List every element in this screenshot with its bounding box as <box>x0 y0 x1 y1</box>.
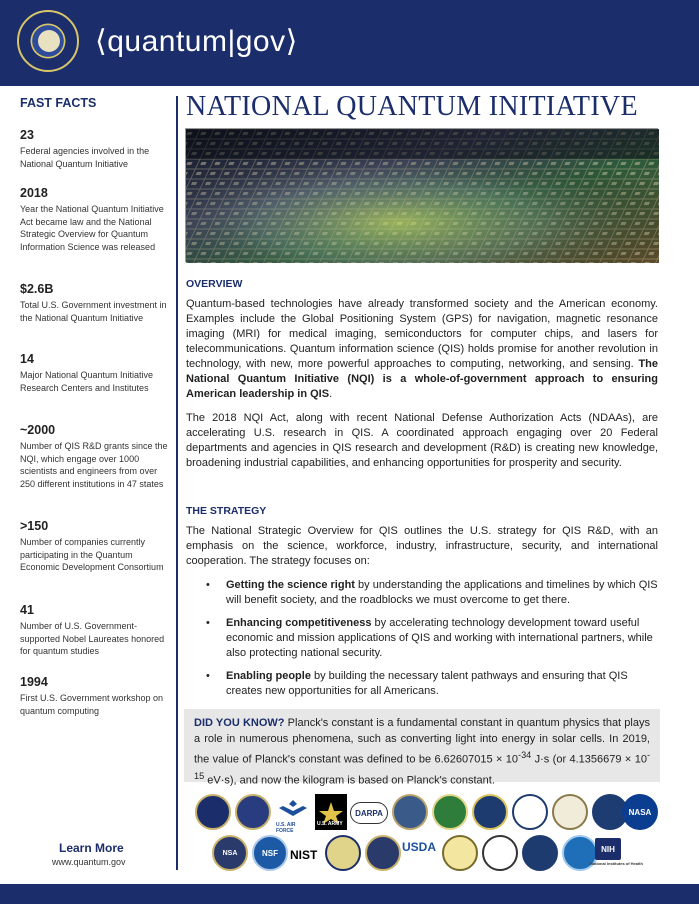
fact-description: Federal agencies involved in the National Quantum Initiative <box>20 146 150 169</box>
strategy-paragraph: The National Strategic Overview for QIS outlines the U.S. strategy for QIS R&D, with an emphasis on the science, workforce, industry, infrastructure, security, and international cooperation. The strategy focuses on: <box>186 525 658 567</box>
dod-seal-icon <box>392 794 428 830</box>
quantum-coordination-office-seal-icon <box>17 10 79 72</box>
strategy-heading: THE STRATEGY <box>186 505 267 517</box>
fact-value: 41 <box>20 603 34 617</box>
fact-value: 1994 <box>20 675 48 689</box>
list-item <box>206 669 658 699</box>
overview-heading: OVERVIEW <box>186 278 243 290</box>
fact-description: Number of U.S. Government-supported Nobel Laureates honored for quantum studies <box>20 621 165 656</box>
army-label: U.S. ARMY <box>317 821 343 827</box>
navy-seal-icon <box>325 835 361 871</box>
fact-value: $2.6B <box>20 282 54 296</box>
strategy-bullet-list <box>206 578 658 707</box>
page-header <box>0 0 699 86</box>
bullet-icon: • <box>206 670 210 682</box>
page-title: NATIONAL QUANTUM INITIATIVE <box>186 91 638 122</box>
page-footer <box>0 884 699 904</box>
fact-value: 23 <box>20 128 34 142</box>
fact-item <box>20 603 170 658</box>
bullet-lead: Enhancing competitiveness <box>226 617 372 629</box>
fact-description: Number of QIS R&D grants since the NQI, which engage over 1000 scientists and engineers from over 250 different institutions in 47 states <box>20 441 168 489</box>
fact-item <box>20 352 170 394</box>
dyk-exponent: -34 <box>518 750 532 760</box>
nasa-logo-icon: NASA <box>622 794 658 830</box>
fact-description: Number of companies currently participating in the Quantum Economic Development Consortium <box>20 537 164 572</box>
fact-description: First U.S. Government workshop on quantum computing <box>20 693 164 716</box>
justice-seal-icon <box>482 835 518 871</box>
dyk-exponent: -15 <box>194 750 650 781</box>
brand-wordmark[interactable]: ⟨quantum|gov⟩ <box>95 25 298 58</box>
learn-more-link[interactable]: Learn More <box>59 841 124 855</box>
overview-text-end: . <box>329 388 333 400</box>
fact-description: Total U.S. Government investment in the National Quantum Initiative <box>20 300 167 323</box>
darpa-logo-icon: DARPA <box>350 802 388 824</box>
did-you-know-box <box>184 709 660 787</box>
fast-facts-title: FAST FACTS <box>20 96 97 110</box>
quantum-chip-image <box>185 128 658 262</box>
bullet-text: by understanding the applications and timelines by which QIS will benefit society, and the roadblocks we must overcome to get there. <box>226 579 658 606</box>
nih-caption: National Institutes of Health <box>590 861 643 866</box>
fact-value: >150 <box>20 519 49 533</box>
agency-logos <box>190 788 660 883</box>
fbi-seal-icon <box>472 794 508 830</box>
fact-item <box>20 675 170 717</box>
list-item <box>206 578 658 608</box>
usda-logo-icon: USDA <box>402 840 437 854</box>
air-force-label: U.S. AIR FORCE <box>276 822 296 834</box>
fact-description: Year the National Quantum Initiative Act became law and the National Strategic Overview for Quantum Information Science was released <box>20 204 164 252</box>
dhs-seal-icon <box>512 794 548 830</box>
fact-value: 14 <box>20 352 34 366</box>
bullet-text: by accelerating technology development toward useful economic and mission applications of QIS and working with international partners, while also protecting national security. <box>226 617 653 659</box>
doe-seal-icon <box>432 794 468 830</box>
overview-emphasis: The National Quantum Initiative (NQI) is a whole-of-government approach to ensuring American leadership in QIS <box>186 358 658 400</box>
website-url-link[interactable]: www.quantum.gov <box>52 857 126 867</box>
overview-paragraph <box>186 297 658 402</box>
eagle-emblem-icon <box>38 30 60 52</box>
overview-text: Quantum-based technologies have already transformed society and the American economy. Examples include the Global Positioning System (GPS) for navigation, magnetic resonance imaging (MRI) for medical imaging, semiconductors for computer chips, and lasers for telecommunications. Quantum information science (QIS) holds promise for another revolution in technology, with new, more powerful approaches to computing, networking, and sensing. <box>186 298 658 370</box>
air-force-logo-icon <box>275 794 311 834</box>
odni-seal-icon <box>365 835 401 871</box>
bullet-icon: • <box>206 579 210 591</box>
fact-item <box>20 128 170 170</box>
nqi-act-paragraph: The 2018 NQI Act, along with recent National Defense Authorization Acts (NDAAs), are accelerating U.S. research in QIS. A coordinated approach engaging over 20 Federal departments and agencies in QIS research and development (R&D) is creating new knowledge, broadening industrial capabilities, and enhancing opportunities for prosperity and security. <box>186 412 658 469</box>
list-item <box>206 616 658 661</box>
dyk-text: J·s (or 4.1356679 × 10 <box>531 753 647 766</box>
bullet-lead: Enabling people <box>226 670 311 682</box>
fact-description: Major National Quantum Initiative Research Centers and Institutes <box>20 370 154 393</box>
chip-circuit-graphic <box>186 129 659 263</box>
dyk-text: eV·s), and now the kilogram is based on Planck's constant. <box>204 774 495 787</box>
sidebar-divider <box>176 96 178 870</box>
fact-item <box>20 282 170 324</box>
fact-item <box>20 423 170 490</box>
nih-seal-icon <box>442 835 478 871</box>
fact-value: 2018 <box>20 186 48 200</box>
bullet-icon: • <box>206 617 210 629</box>
nsf-logo-icon: NSF <box>252 835 288 871</box>
army-logo-icon <box>315 794 347 830</box>
nist-logo-icon: NIST <box>290 848 318 862</box>
did-you-know-label: DID YOU KNOW? <box>194 717 285 729</box>
nih-logo-icon: NIH <box>595 838 621 860</box>
nsa-seal-icon: NSA <box>212 835 248 871</box>
interior-seal-icon <box>552 794 588 830</box>
state-dept-seal-icon <box>235 794 271 830</box>
fast-facts-sidebar <box>0 86 178 884</box>
fact-value: ~2000 <box>20 423 56 437</box>
doc-seal-icon <box>195 794 231 830</box>
fact-item <box>20 519 170 574</box>
bullet-text: by building the necessary talent pathways and ensuring that QIS creates new opportunities for all Americans. <box>226 670 628 697</box>
dyk-text: Planck's constant is a fundamental constant in quantum physics that plays a role in numerous phenomena, such as converting light into energy in solar cells. In 2019, the value of Planck's constant was defined to be 6.62607015 × 10 <box>194 717 650 766</box>
fact-item <box>20 186 170 253</box>
bullet-lead: Getting the science right <box>226 579 355 591</box>
transportation-seal-icon <box>522 835 558 871</box>
